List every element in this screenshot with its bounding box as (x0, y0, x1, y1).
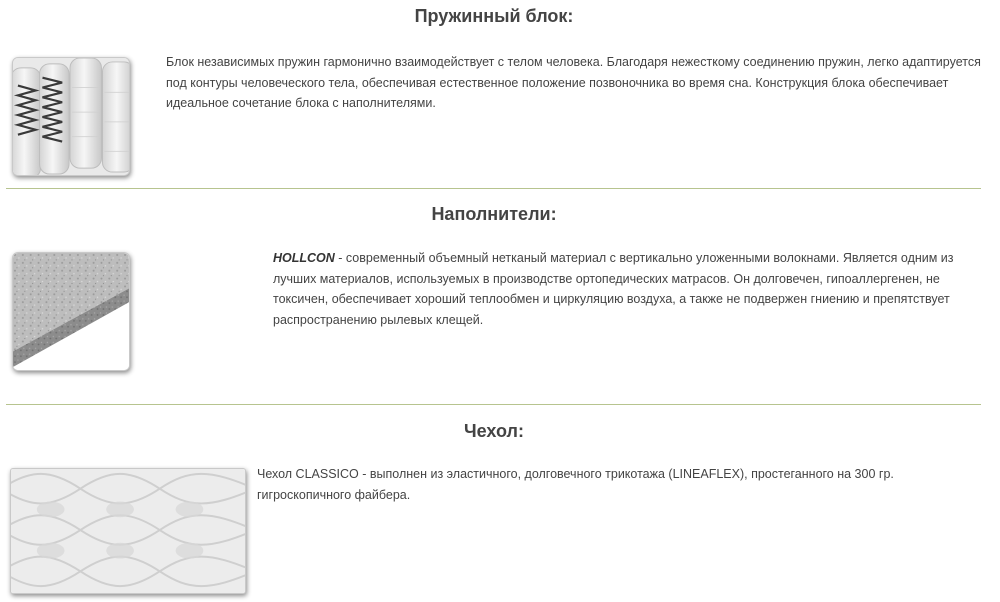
hollcon-brand-name: HOLLCON (273, 251, 335, 265)
section-title-cover: Чехол: (464, 421, 524, 441)
hollcon-description (273, 248, 983, 330)
spring-block-image (12, 57, 130, 176)
section-divider (6, 404, 981, 405)
cover-fabric-image (10, 468, 246, 594)
hollcon-description-text: - современный объемный нетканый материал с вертикально уложенными волокнами. Является одним из лучших материалов, используемых в производстве ортопедических матрасов. Он долговечен, гипоаллергенен, не токсичен, обеспечивает хороший теплообмен и циркуляцию воздуха, а также не подвержен гниению и препятствует распространению рылевых клещей. (273, 251, 954, 327)
section-title-spring-block: Пружинный блок: (414, 6, 574, 26)
spring-block-description: Блок независимых пружин гармонично взаимодействует с телом человека. Благодаря нежесткому соединению пружин, легко адаптируется под контуры человеческого тела, обеспечивая естественное положение позвоночника во время сна. Конструкция блока обеспечивает идеальное сочетание блока с наполнителями. (166, 55, 981, 110)
cover-description: Чехол CLASSICO - выполнен из эластичного, долговечного трикотажа (LINEAFLEX), простеганного на 300 гр. гигроскопичного файбера. (257, 467, 894, 502)
section-title-fillers: Наполнители: (431, 204, 557, 224)
hollcon-material-image (12, 252, 130, 371)
section-divider (6, 188, 981, 189)
